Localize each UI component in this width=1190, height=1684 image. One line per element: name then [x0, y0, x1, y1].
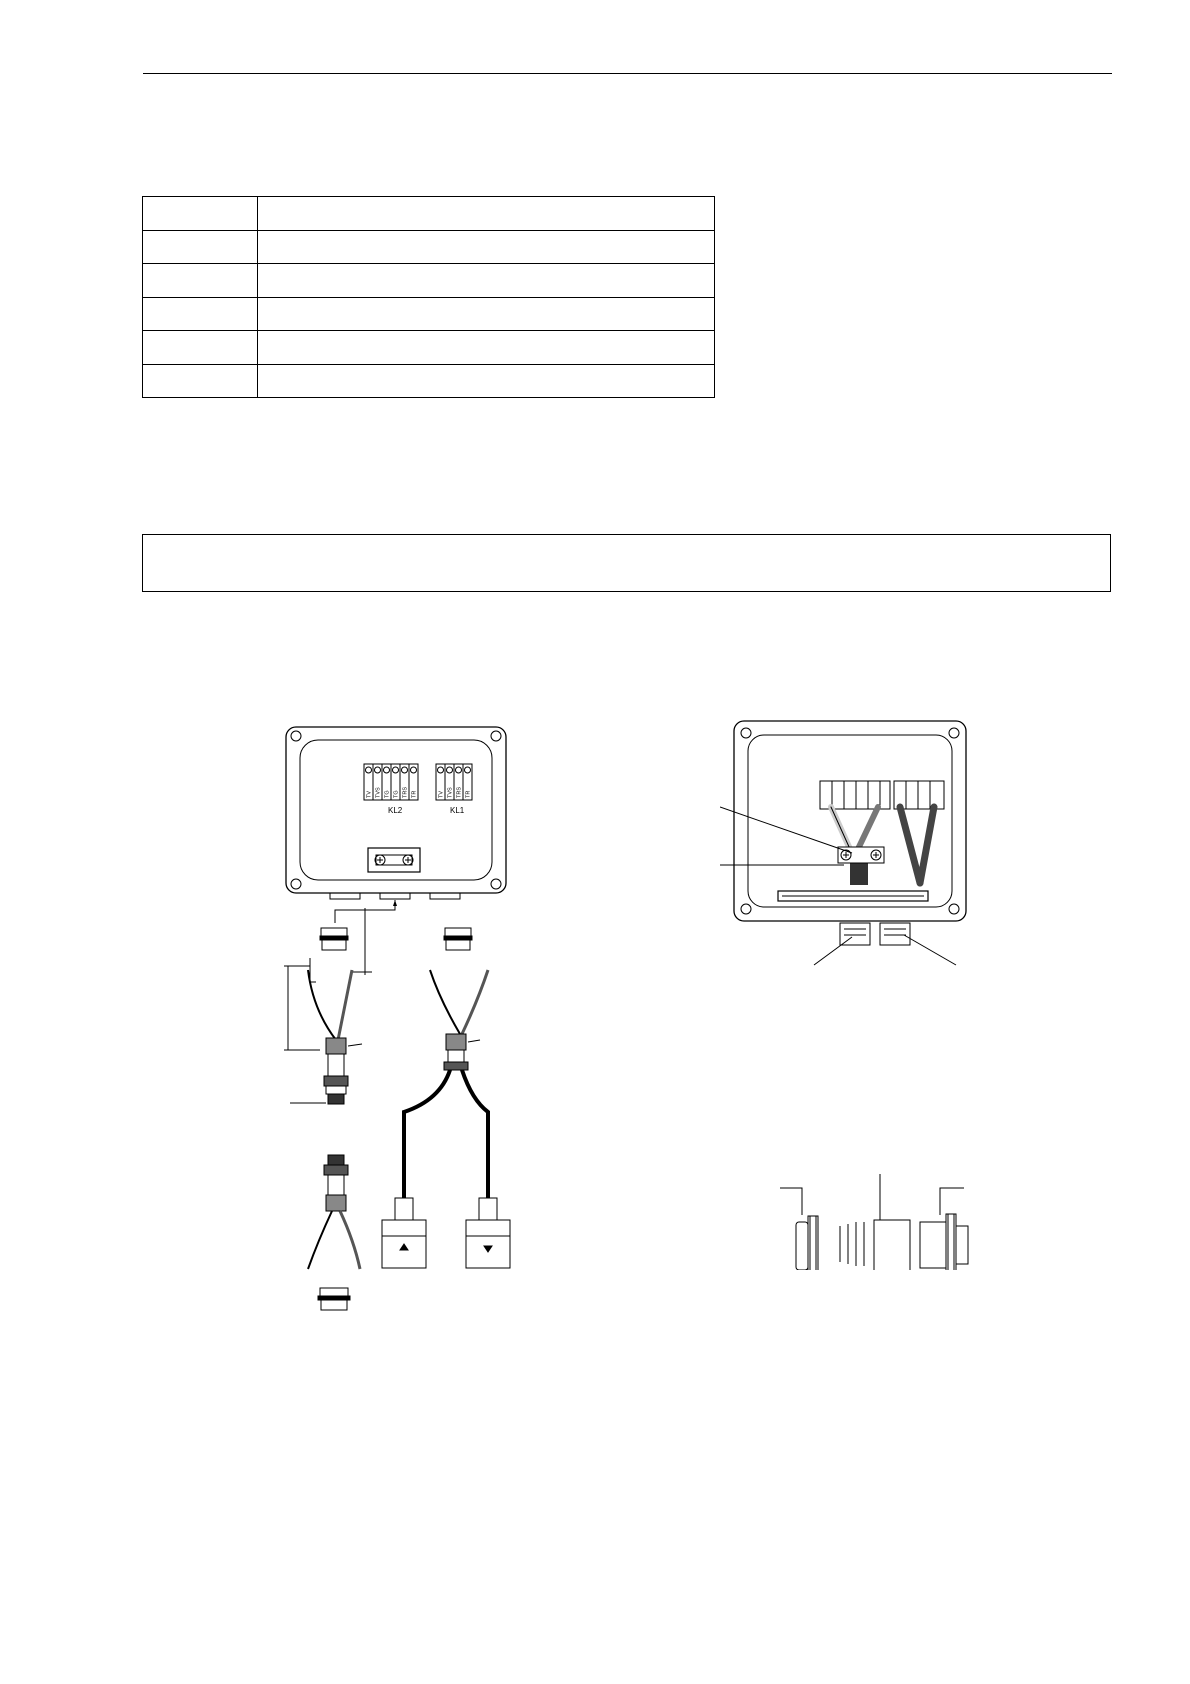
assembled-cable-lower	[308, 1155, 360, 1310]
gland-cap-right	[444, 928, 472, 950]
connector-left	[382, 1198, 426, 1268]
table-row	[143, 331, 715, 365]
terminal-label: TG	[384, 790, 391, 798]
gland-body	[920, 1214, 968, 1270]
interior-gland-left	[840, 923, 870, 945]
terminal-label: TV	[438, 790, 445, 798]
gland-seal-insert	[840, 1220, 910, 1270]
table-cell-key	[143, 264, 258, 298]
cable-clamp	[368, 848, 420, 872]
table-cell-key	[143, 297, 258, 331]
cable-gland-exploded-figure	[780, 1170, 980, 1270]
terminal-label: TVS	[375, 787, 382, 798]
table-cell-key	[143, 331, 258, 365]
table-cell-value	[258, 264, 715, 298]
terminal-label: TG	[393, 790, 400, 798]
terminal-strip-kl1	[436, 764, 472, 800]
gland-leader-lines	[780, 1174, 964, 1222]
junction-box-wiring-figure	[280, 720, 520, 1320]
note-box	[142, 534, 1111, 592]
terminal-table	[142, 196, 715, 398]
header-rule	[143, 73, 1112, 74]
interior-wires	[831, 807, 934, 885]
interior-gland-right	[880, 923, 910, 945]
terminal-label: TR	[411, 790, 418, 798]
table-cell-value	[258, 297, 715, 331]
table-cell-value	[258, 331, 715, 365]
connector-right	[466, 1198, 510, 1268]
table-row	[143, 197, 715, 231]
junction-box-interior-figure	[720, 715, 990, 975]
prepared-cable-right	[404, 970, 488, 1210]
terminal-strip-kl2	[364, 764, 418, 800]
table-cell-key	[143, 364, 258, 398]
table-cell-key	[143, 197, 258, 231]
gland-cap-nut	[796, 1216, 818, 1270]
table-row	[143, 230, 715, 264]
table-row	[143, 297, 715, 331]
table-cell-value	[258, 197, 715, 231]
kl2-label: KL2	[388, 806, 403, 815]
terminal-label: TV	[366, 790, 373, 798]
interior-gland-plate	[778, 891, 928, 901]
terminal-label: TR	[465, 790, 472, 798]
gland-cap-left	[320, 928, 348, 950]
terminal-label: TVS	[447, 787, 454, 798]
interior-cable-clamp	[838, 847, 884, 863]
table-cell-key	[143, 230, 258, 264]
terminal-label: TRS	[402, 787, 409, 798]
kl1-label: KL1	[450, 806, 465, 815]
terminal-label: TRS	[456, 787, 463, 798]
table-row	[143, 364, 715, 398]
table-cell-value	[258, 230, 715, 264]
prepared-cable-left	[290, 970, 362, 1104]
table-cell-value	[258, 364, 715, 398]
table-row	[143, 264, 715, 298]
